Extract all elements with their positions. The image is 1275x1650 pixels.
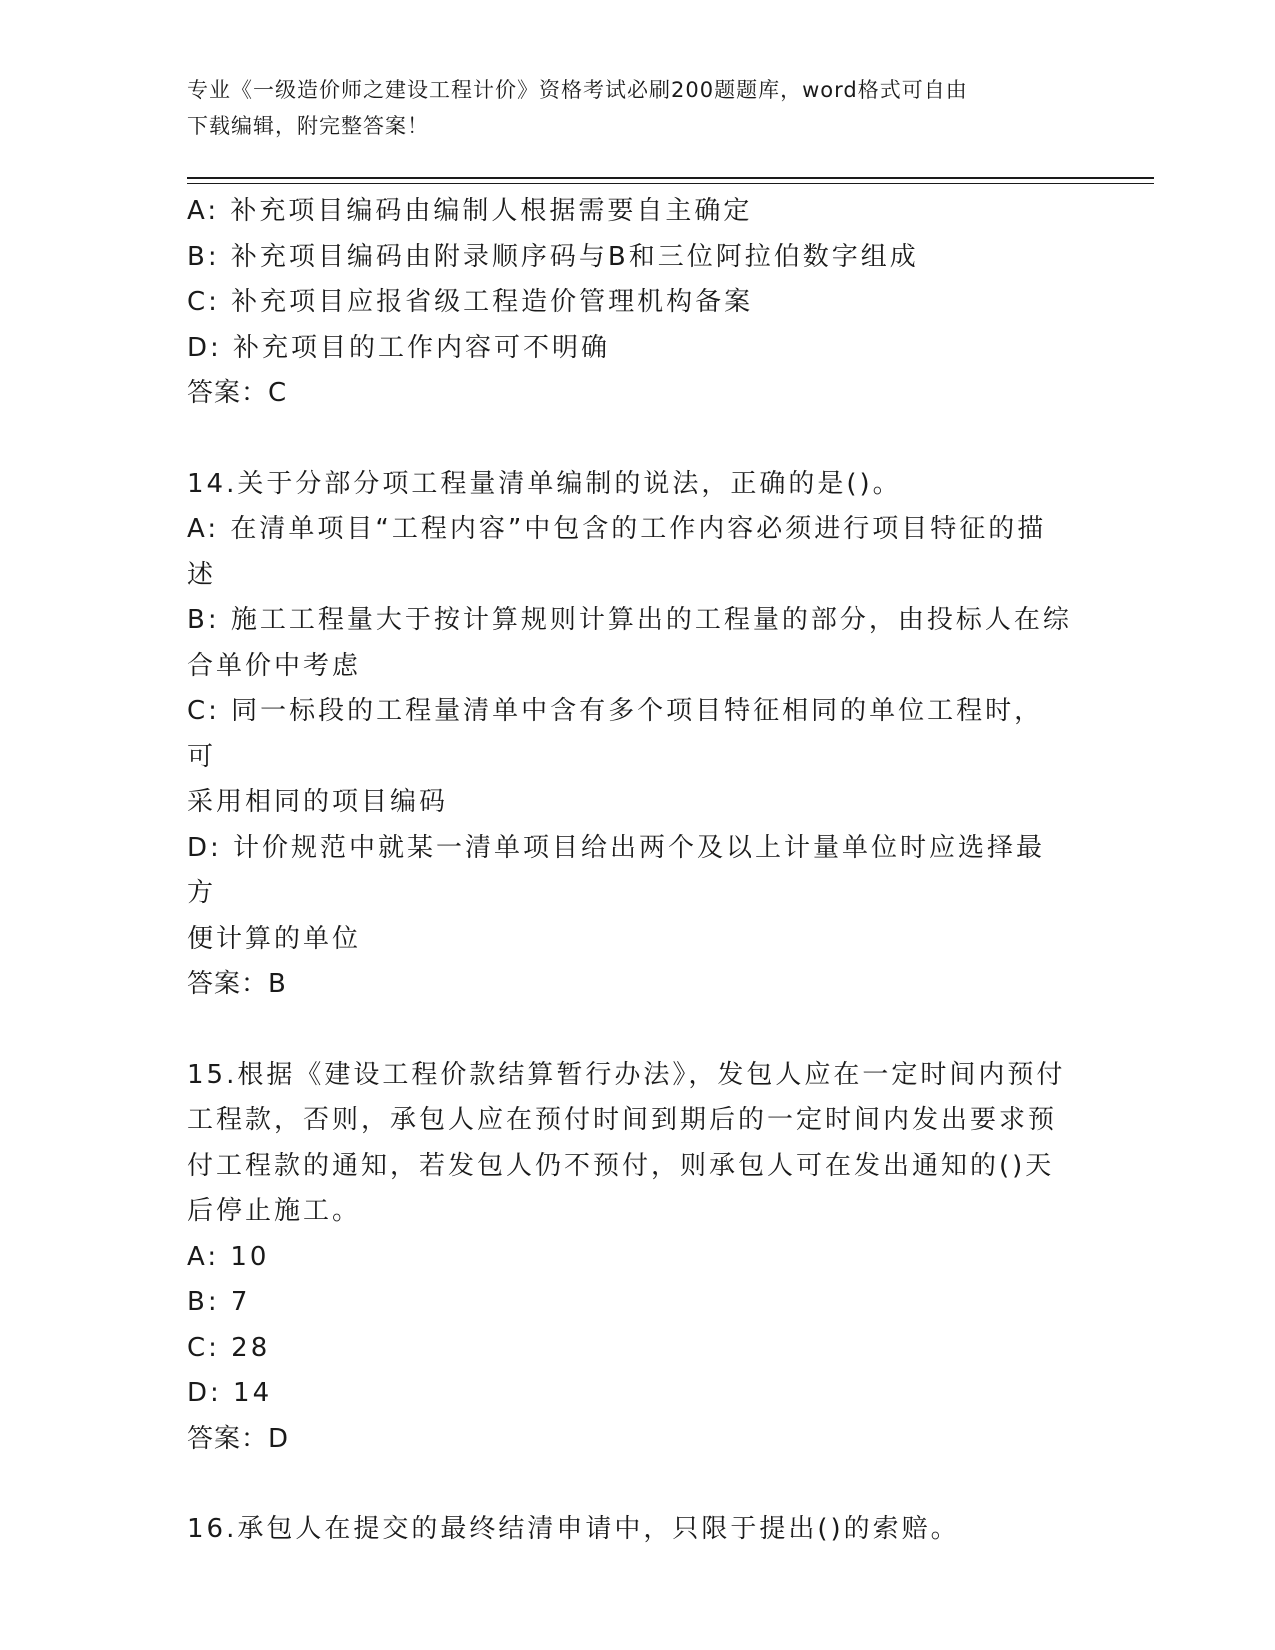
- q15-option-a: A: 10: [187, 1241, 270, 1272]
- q13-option-d: D: 补充项目的工作内容可不明确: [187, 332, 611, 363]
- q15-option-c: C: 28: [187, 1332, 271, 1363]
- spacer: [187, 1462, 1072, 1507]
- q15-question-line-2: 工程款，否则，承包人应在预付时间到期后的一定时间内发出要求预: [187, 1105, 1058, 1135]
- q15-option-b: B: 7: [187, 1287, 251, 1317]
- spacer: [187, 417, 1072, 462]
- question-15-block: [187, 1053, 1072, 1463]
- header-rule-thin: [187, 183, 1154, 184]
- q13-option-c: C: 补充项目应报省级工程造价管理机构备案: [187, 287, 754, 317]
- question-16-block: [187, 1507, 1072, 1553]
- q15-question-line-4: 后停止施工。: [187, 1196, 362, 1226]
- q14-option-a-line-1: A: 在清单项目“工程内容”中包含的工作内容必须进行项目特征的描: [187, 514, 1047, 544]
- q14-option-c-line-1: C: 同一标段的工程量清单中含有多个项目特征相同的单位工程时，可: [187, 696, 1044, 772]
- q13-option-a: A: 补充项目编码由编制人根据需要自主确定: [187, 196, 753, 226]
- q14-question: 14.关于分部分项工程量清单编制的说法，正确的是()。: [187, 468, 902, 499]
- document-header: [187, 72, 1067, 144]
- spacer: [187, 1008, 1072, 1053]
- q14-answer: 答案：B: [187, 969, 287, 999]
- q14-option-d-line-1: D: 计价规范中就某一清单项目给出两个及以上计量单位时应选择最方: [187, 832, 1046, 908]
- header-rule-thick: [187, 177, 1154, 179]
- header-line-1: 专业《一级造价师之建设工程计价》资格考试必刷200题题库，word格式可自由: [187, 78, 968, 102]
- q13-option-b: B: 补充项目编码由附录顺序码与B和三位阿拉伯数字组成: [187, 241, 919, 272]
- q14-option-b-line-2: 合单价中考虑: [187, 650, 362, 681]
- question-13-block: [187, 189, 1072, 417]
- question-14-block: [187, 462, 1072, 1008]
- header-line-2: 下载编辑，附完整答案！: [187, 114, 429, 138]
- q14-option-d-line-2: 便计算的单位: [187, 923, 362, 954]
- q13-answer: 答案：C: [187, 378, 288, 408]
- q14-option-c-line-2: 采用相同的项目编码: [187, 787, 449, 817]
- q15-option-d: D: 14: [187, 1378, 273, 1408]
- q14-option-b-line-1: B: 施工工程量大于按计算规则计算出的工程量的部分，由投标人在综: [187, 605, 1072, 635]
- q14-option-a-line-2: 述: [187, 559, 217, 590]
- document-body: [187, 189, 1072, 1553]
- q15-answer: 答案：D: [187, 1423, 290, 1454]
- q15-question-line-3: 付工程款的通知，若发包人仍不预付，则承包人可在发出通知的()天: [187, 1150, 1055, 1181]
- q15-question-line-1: 15.根据《建设工程价款结算暂行办法》，发包人应在一定时间内预付: [187, 1059, 1066, 1090]
- q16-question: 16.承包人在提交的最终结清申请中，只限于提出()的索赔。: [187, 1514, 960, 1544]
